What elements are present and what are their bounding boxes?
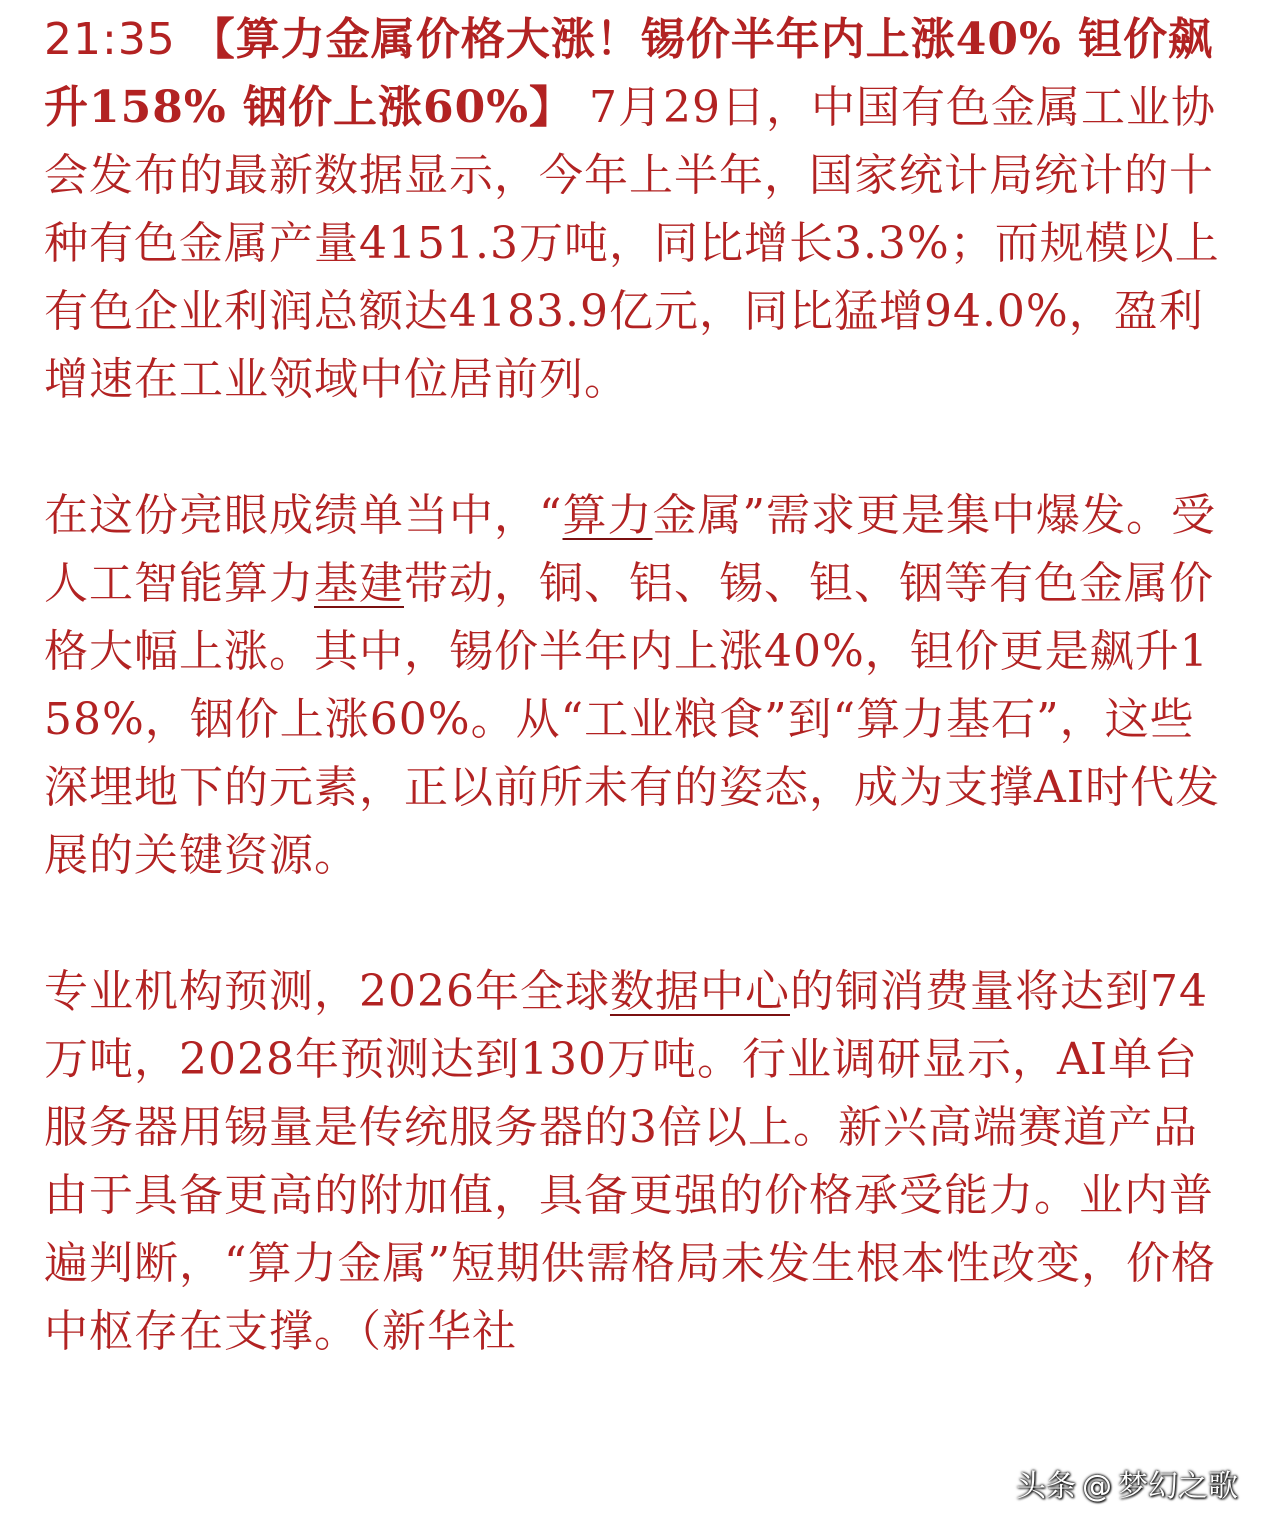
paragraph-3-text-1: 专业机构预测，2026年全球 [44, 966, 610, 1017]
paragraph-2-text-3: 带动，铜、铝、锡、钽、铟等有色金属价格大幅上涨。其中，锡价半年内上涨40%，钽价更是飙升158%，铟价上涨60%。从“工业粮食”到“算力基石”，这些深埋地下的元素，正以前所未有的姿态，成为支撑AI时代发展的关键资源。 [44, 558, 1221, 881]
watermark-platform: 头条 [1016, 1469, 1076, 1504]
news-headline: 【算力金属价格大涨！锡价半年内上涨40% 钽价飙升158% 铟价上涨60%】 [44, 14, 1214, 133]
link-data-center[interactable]: 数据中心 [609, 966, 790, 1017]
link-jijian[interactable]: 基建 [314, 558, 404, 609]
watermark [1016, 1467, 1238, 1507]
article-body [44, 6, 1224, 1366]
paragraph-1-body: 7月29日，中国有色金属工业协会发布的最新数据显示，今年上半年，国家统计局统计的十种有色金属产量4151.3万吨，同比增长3.3%；而规模以上有色企业利润总额达4183.9亿元，同比猛增94.0%，盈利增速在工业领域中位居前列。 [44, 82, 1220, 405]
paragraph-3 [44, 958, 1224, 1366]
paragraph-2-text-2: 金属”需求更是集中爆发。受人工智能算力 [44, 490, 1216, 609]
watermark-author: 梦幻之歌 [1118, 1469, 1238, 1504]
link-suanli[interactable]: 算力 [562, 490, 653, 541]
news-time: 21:35 [44, 14, 191, 65]
paragraph-1 [44, 6, 1224, 414]
paragraph-2-text-1: 在这份亮眼成绩单当中，“ [44, 490, 563, 541]
at-icon: @ [1082, 1469, 1112, 1504]
paragraph-2 [44, 482, 1224, 890]
paragraph-3-text-2: 的铜消费量将达到74万吨，2028年预测达到130万吨。行业调研显示，AI单台服务器用锡量是传统服务器的3倍以上。新兴高端赛道产品由于具备更高的附加值，具备更强的价格承受能力。业内普遍判断，“算力金属”短期供需格局未发生根本性改变，价格中枢存在支撑。（新华社 [44, 966, 1216, 1357]
